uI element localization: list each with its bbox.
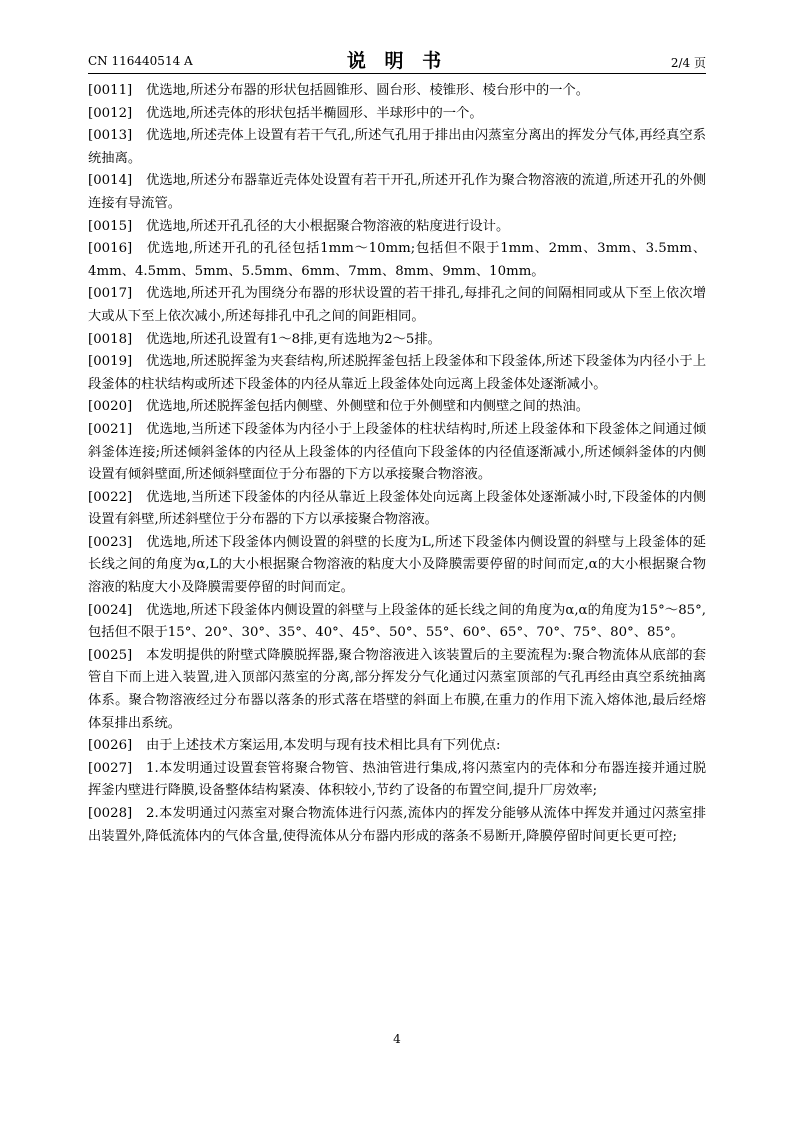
header-divider bbox=[88, 73, 706, 74]
paragraph bbox=[88, 487, 706, 532]
paragraph-number: [0021] bbox=[88, 421, 133, 437]
paragraph-text: 2.本发明通过闪蒸室对聚合物流体进行闪蒸,流体内的挥发分能够从流体中挥发并通过闪蒸室排出装置外,降低流体内的气体含量,使得流体从分布器内形成的落条不易断开,降膜停留时间更长更可控; bbox=[88, 806, 706, 844]
paragraph-number: [0012] bbox=[88, 105, 133, 121]
paragraph-text: 优选地,所述开孔孔径的大小根据聚合物溶液的粘度进行设计。 bbox=[146, 218, 510, 234]
paragraph-number: [0013] bbox=[88, 128, 133, 144]
paragraph bbox=[88, 170, 706, 215]
paragraph-text: 优选地,所述开孔为围绕分布器的形状设置的若干排孔,每排孔之间的间隔相同或从下至上依次增大或从下至上依次减小,所述每排孔中孔之间的间距相同。 bbox=[88, 286, 706, 324]
paragraph bbox=[88, 329, 706, 352]
paragraph-text: 优选地,所述分布器的形状包括圆锥形、圆台形、棱锥形、棱台形中的一个。 bbox=[146, 83, 590, 98]
paragraph-number: [0011] bbox=[88, 83, 133, 98]
paragraph bbox=[88, 216, 706, 239]
paragraph-text: 优选地,所述开孔的孔径包括1mm～10mm;包括但不限于1mm、2mm、3mm、3.5mm、4mm、4.5mm、5mm、5.5mm、6mm、7mm、8mm、9mm、10mm。 bbox=[88, 241, 706, 279]
paragraph-text: 优选地,所述孔设置有1～8排,更有选地为2～5排。 bbox=[146, 331, 441, 347]
paragraph-number: [0023] bbox=[88, 534, 133, 550]
document-body bbox=[88, 80, 706, 848]
paragraph bbox=[88, 238, 706, 283]
paragraph-text: 优选地,所述脱挥釜包括内侧壁、外侧壁和位于外侧壁和内侧壁之间的热油。 bbox=[146, 399, 590, 415]
paragraph bbox=[88, 758, 706, 803]
page-header bbox=[88, 46, 706, 70]
paragraph-number: [0019] bbox=[88, 354, 133, 370]
paragraph bbox=[88, 532, 706, 600]
paragraph-number: [0027] bbox=[88, 760, 133, 776]
paragraph-number: [0015] bbox=[88, 218, 133, 234]
paragraph bbox=[88, 419, 706, 487]
paragraph bbox=[88, 396, 706, 419]
paragraph-number: [0020] bbox=[88, 399, 133, 415]
paragraph-text: 优选地,所述下段釜体内侧设置的斜壁的长度为L,所述下段釜体内侧设置的斜壁与上段釜体的延长线之间的角度为α,L的大小根据聚合物溶液的粘度大小及降膜需要停留的时间而定,α的大小根据聚合物溶液的粘度大小及降膜需要停留的时间而定。 bbox=[88, 534, 706, 596]
paragraph bbox=[88, 125, 706, 170]
paragraph-text: 本发明提供的附壁式降膜脱挥器,聚合物溶液进入该装置后的主要流程为:聚合物流体从底部的套管自下而上进入装置,进入顶部闪蒸室的分离,部分挥发分气化通过闪蒸室顶部的气孔再经由真空系统抽离体系。聚合物溶液经过分布器以落条的形式落在塔壁的斜面上布膜,在重力的作用下流入熔体池,最后经熔体泵排出系统。 bbox=[88, 647, 706, 731]
paragraph-number: [0025] bbox=[88, 647, 133, 663]
paragraph-number: [0024] bbox=[88, 602, 133, 618]
paragraph bbox=[88, 80, 706, 103]
paragraph bbox=[88, 103, 706, 126]
paragraph-text: 优选地,所述壳体的形状包括半椭圆形、半球形中的一个。 bbox=[146, 105, 483, 121]
page-number: 4 bbox=[393, 1032, 401, 1046]
page-title: 说 明 书 bbox=[346, 50, 448, 72]
paragraph-number: [0026] bbox=[88, 738, 133, 754]
paragraph bbox=[88, 600, 706, 645]
doc-number: CN 116440514 A bbox=[88, 54, 193, 68]
paragraph-number: [0017] bbox=[88, 286, 133, 302]
paragraph-text: 优选地,所述分布器靠近壳体处设置有若干开孔,所述开孔作为聚合物溶液的流道,所述开孔的外侧连接有导流管。 bbox=[88, 173, 706, 211]
paragraph-text: 优选地,所述脱挥釜为夹套结构,所述脱挥釜包括上段釜体和下段釜体,所述下段釜体为内径小于上段釜体的柱状结构或所述下段釜体的内径从靠近上段釜体处向远离上段釜体处逐渐减小。 bbox=[88, 354, 706, 392]
page-info: 2/4 页 bbox=[670, 56, 706, 70]
paragraph-number: [0016] bbox=[88, 241, 133, 257]
paragraph-text: 优选地,所述下段釜体内侧设置的斜壁与上段釜体的延长线之间的角度为α,α的角度为15°～85°,包括但不限于15°、20°、30°、35°、40°、45°、50°、55°、60°、65°、70°、75°、80°、85°。 bbox=[88, 602, 706, 641]
paragraph-number: [0014] bbox=[88, 173, 133, 189]
paragraph bbox=[88, 351, 706, 396]
paragraph-text: 优选地,当所述下段釜体的内径从靠近上段釜体处向远离上段釜体处逐渐减小时,下段釜体的内侧设置有斜壁,所述斜壁位于分布器的下方以承接聚合物溶液。 bbox=[88, 489, 706, 528]
paragraph bbox=[88, 735, 706, 758]
paragraph-number: [0018] bbox=[88, 331, 133, 347]
paragraph-number: [0028] bbox=[88, 806, 133, 821]
paragraph-text: 优选地,所述壳体上设置有若干气孔,所述气孔用于排出由闪蒸室分离出的挥发分气体,再经真空系统抽离。 bbox=[88, 128, 706, 166]
paragraph-text: 优选地,当所述下段釜体为内径小于上段釜体的柱状结构时,所述上段釜体和下段釜体之间通过倾斜釜体连接;所述倾斜釜体的内径从上段釜体的内径值向下段釜体的内径值逐渐减小,所述倾斜釜体的内侧设置有倾斜壁面,所述倾斜壁面位于分布器的下方以承接聚合物溶液。 bbox=[88, 421, 706, 483]
paragraph bbox=[88, 645, 706, 735]
paragraph-text: 1.本发明通过设置套管将聚合物管、热油管进行集成,将闪蒸室内的壳体和分布器连接并通过脱挥釜内壁进行降膜,设备整体结构紧凑、体积较小,节约了设备的布置空间,提升厂房效率; bbox=[88, 760, 706, 799]
paragraph-text: 由于上述技术方案运用,本发明与现有技术相比具有下列优点: bbox=[146, 738, 501, 754]
paragraph-number: [0022] bbox=[88, 489, 133, 505]
paragraph bbox=[88, 803, 706, 848]
paragraph bbox=[88, 283, 706, 328]
